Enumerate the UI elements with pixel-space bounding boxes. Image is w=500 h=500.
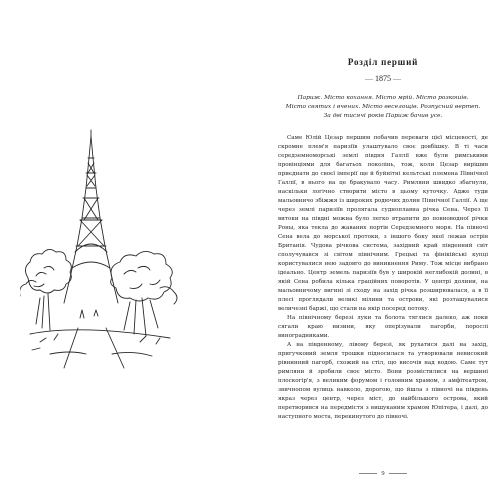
ground-drawing: [30, 310, 170, 368]
eiffel-tower-drawing: [64, 130, 118, 303]
right-trees-drawing: [111, 251, 177, 336]
text-column: [278, 56, 488, 422]
page-footer: [278, 470, 488, 477]
epigraph: [278, 94, 488, 120]
chapter-title: Розділ перший: [347, 57, 419, 67]
left-trees-drawing: [20, 249, 71, 330]
epigraph-line: Париж. Місто кохання. Місто мрій. Місто розкошів.: [297, 95, 469, 101]
chapter-year-row: [278, 74, 488, 84]
page-number: 9: [381, 470, 385, 477]
epigraph-line: Місто святих і вчених. Місто веселощів. Розпусний вертеп.: [285, 103, 481, 110]
year-dash-right: —: [393, 74, 401, 83]
chapter-year: 1875: [375, 74, 391, 83]
eiffel-tower-illustration: [20, 128, 180, 378]
paragraph: Саме Юлій Цезар першим побачив переваги цієї місцевості, де скромне плем'я паризіїв улаштувало своє довбішку. В ті часи середземноморські землі півдня Галлії вже були римськими провінціями для багатьох поколінь, тож, коли Цезар вирішив приєднати до своєї імперії ще й буйнітні кельтські племена Північної Галлії, в нього на це бракувало часу. Римляни швидко збагнули, наскільки логічно створити місто в цьому куточку. Адже туди мальовничо збіжжя із широких родючих долин Північної Галлії. А ще через землі паризіїв пролягала судноплавна річка Сена. Через її витоки на півдні можна було легко втрапити до повноводної річки Роны, яка текла до жаваних портів Середземного моря. На півночі Сена вела до морської протоки, з іншого боку якої лежав острів Британія. Чудова річкова система, західний край південний світ сполучувався зі світом північним. Грецькі та фінікійські купці користувалися нею задовго до виникнення Риму. Тож місце вибрано ідеально. Центр земель паризіїв був у широкій неглибокій долині, в якій Сена робила кілька граційних поворотів. У центрі долини, на мальовничому вигині зі сходу на захід річка розширювалася, а в її плесі проглядали великі мілини та острови, які розташувалися величезні баржі, що стали на якір посеред потоку.: [278, 135, 488, 313]
paragraph: А на південному, лівому березі, як рухатися далі на захід, пригучковий земля трошки підносилася та утворювали невисокий рівнинний пагорб, схожий на стіл, що височів над водою. Саме тут римляни й зробили своє місто. Вони розмістилися на вершині плоскогір'я, з великим форумом і головним храмом, з амфітеатром, звичнопом вулиць навколо, дорогою, що йшла з півночі на південь якраз через центр, через міст, до найбільшого острова, який перетворився на передмістя з вишуканим храмом Юпітера, і далі, до наступного моста, перекинутого до півночі.: [278, 342, 488, 421]
epigraph-line: За дві тисячі років Париж бачив усе.: [323, 112, 443, 119]
paragraph: На північному березі луки та болота тяглися далеко, аж поки сягали краю низини, яку оперізували пагорби, порослі виноградниками.: [278, 315, 488, 340]
year-dash-left: —: [365, 74, 373, 83]
body-text: [278, 134, 488, 422]
footer-rule-right: [389, 473, 407, 474]
footer-rule-left: [359, 473, 377, 474]
